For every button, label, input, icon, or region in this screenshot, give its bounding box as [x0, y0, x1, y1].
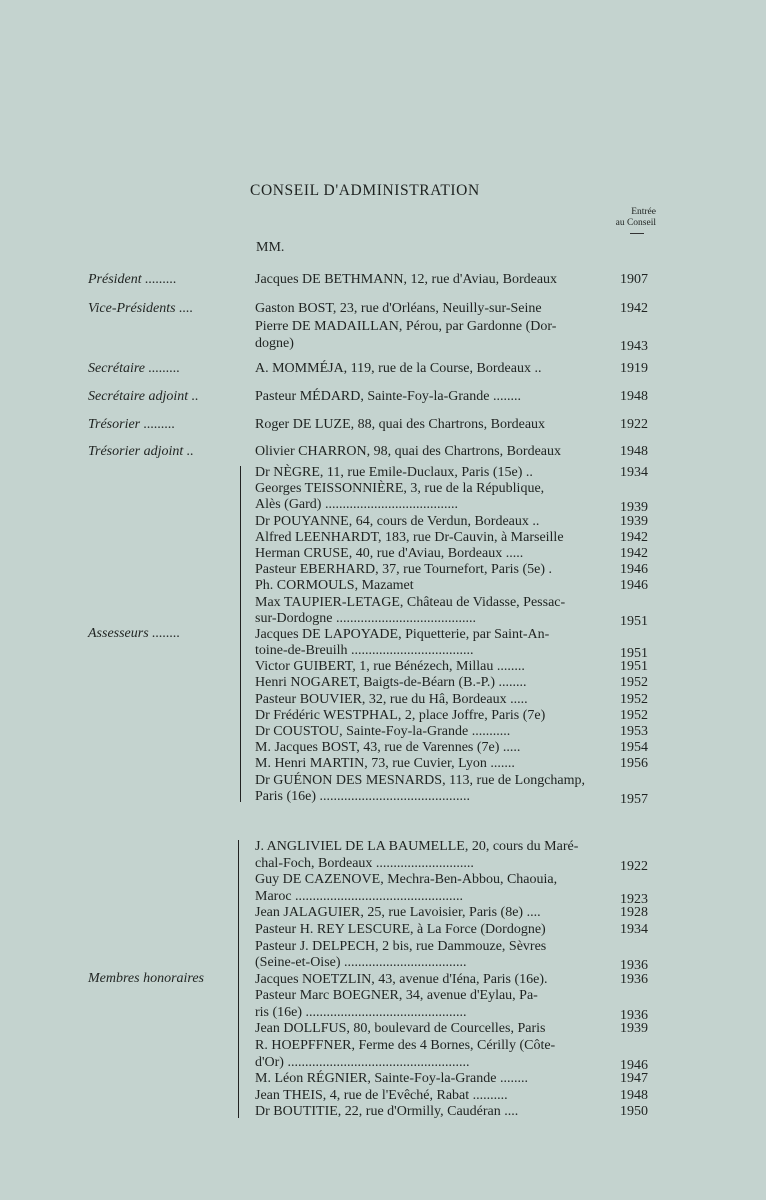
honoraires-line: Pasteur H. REY LESCURE, à La Force (Dordogne) — [255, 921, 546, 937]
assesseurs-line: Alfred LEENHARDT, 183, rue Dr-Cauvin, à Marseille — [255, 529, 564, 545]
honoraires-line: (Seine-et-Oise) ................................... — [255, 955, 467, 971]
honoraires-line: d'Or) .................................................... — [255, 1054, 470, 1070]
honoraires-line: Pasteur J. DELPECH, 2 bis, rue Dammouze, Sèvres — [255, 938, 547, 954]
honoraires-line: Guy DE CAZENOVE, Mechra-Ben-Abbou, Chaouia, — [255, 872, 558, 888]
assesseurs-year: 1934 — [620, 465, 648, 480]
officers-year: 1948 — [620, 389, 648, 404]
role-label: Vice-Présidents .... — [88, 301, 194, 316]
assesseurs-line: Herman CRUSE, 40, rue d'Aviau, Bordeaux ..... — [255, 545, 524, 561]
honoraires-year: 1923 — [620, 891, 648, 907]
honoraires-year: 1936 — [620, 971, 648, 987]
assesseurs-line: Pasteur EBERHARD, 37, rue Tournefort, Paris (5e) . — [255, 562, 552, 578]
officers-year: 1922 — [620, 417, 648, 432]
assesseurs-line: Alès (Gard) ...................................... — [255, 497, 458, 513]
assesseurs-year: 1951 — [620, 659, 648, 675]
honoraires-line: Maroc ................................................ — [255, 888, 464, 904]
entree-header-line: Entrée — [631, 207, 656, 217]
assesseurs-year: 1946 — [620, 578, 648, 594]
honoraires-year: 1934 — [620, 921, 648, 937]
assesseurs-line: Pasteur BOUVIER, 32, rue du Hâ, Bordeaux ..... — [255, 691, 528, 707]
officers-line: Pasteur MÉDARD, Sainte-Foy-la-Grande ........ — [255, 389, 521, 404]
honoraires-line: Jean JALAGUIER, 25, rue Lavoisier, Paris (8e) .... — [255, 905, 541, 921]
assesseurs-line: Max TAUPIER-LETAGE, Château de Vidasse, Pessac- — [255, 594, 566, 610]
assesseurs-line: sur-Dordogne ........................................ — [255, 610, 476, 626]
assesseurs-line: Jacques DE LAPOYADE, Piquetterie, par Saint-An- — [255, 626, 550, 642]
honoraires-year: 1950 — [620, 1104, 648, 1120]
role-label: Trésorier adjoint .. — [88, 444, 194, 459]
assesseurs-line: toine-de-Breuilh ................................... — [255, 643, 474, 659]
officers-line: Jacques DE BETHMANN, 12, rue d'Aviau, Bordeaux — [255, 272, 558, 287]
honoraires-line: M. Léon RÉGNIER, Sainte-Foy-la-Grande ........ — [255, 1071, 528, 1087]
officers-line: Pierre DE MADAILLAN, Pérou, par Gardonne (Dor- — [255, 319, 557, 334]
assesseurs-line: Dr GUÉNON DES MESNARDS, 113, rue de Longchamp, — [255, 772, 586, 788]
honoraires-year: 1936 — [620, 958, 648, 974]
assesseurs-year: 1952 — [620, 675, 648, 691]
role-label: Membres honoraires — [88, 971, 205, 986]
assesseurs-line: Georges TEISSONNIÈRE, 3, rue de la République, — [255, 481, 545, 497]
assesseurs-year: 1952 — [620, 691, 648, 707]
honoraires-line: Jean DOLLFUS, 80, boulevard de Courcelles, Paris — [255, 1021, 546, 1037]
header-dash — [630, 233, 644, 234]
assesseurs-line: Henri NOGARET, Baigts-de-Béarn (B.-P.) ........ — [255, 675, 527, 691]
assesseurs-line: Dr Frédéric WESTPHAL, 2, place Joffre, Paris (7e) — [255, 707, 546, 723]
honoraires-year: 1928 — [620, 905, 648, 921]
assesseurs-year: 1939 — [620, 500, 648, 516]
honoraires-line: Jacques NOETZLIN, 43, avenue d'Iéna, Paris (16e). — [255, 971, 548, 987]
assesseurs-line: Paris (16e) ........................................... — [255, 788, 471, 804]
role-label: Assesseurs ........ — [88, 626, 181, 641]
assesseurs-line: Victor GUIBERT, 1, rue Bénézech, Millau ........ — [255, 659, 525, 675]
assesseurs-year: 1952 — [620, 707, 648, 723]
mm-label: MM. — [256, 240, 285, 255]
assesseurs-line: M. Jacques BOST, 43, rue de Varennes (7e) ..... — [255, 740, 521, 756]
honoraires-year: 1946 — [620, 1057, 648, 1073]
assesseurs-year: 1951 — [620, 613, 648, 629]
assesseurs-year: 1951 — [620, 646, 648, 662]
assesseurs-year: 1954 — [620, 740, 648, 756]
honoraires-line: J. ANGLIVIEL DE LA BAUMELLE, 20, cours du Maré- — [255, 839, 579, 854]
officers-year: 1907 — [620, 272, 648, 287]
officers-line: dogne) — [255, 336, 294, 351]
assesseurs-year: 1939 — [620, 513, 648, 529]
assesseurs-year: 1953 — [620, 724, 648, 740]
officers-line: Gaston BOST, 23, rue d'Orléans, Neuilly-sur-Seine — [255, 301, 542, 316]
honoraires-year: 1939 — [620, 1021, 648, 1037]
honoraires-year: 1922 — [620, 858, 648, 874]
assesseurs-line: Dr POUYANNE, 64, cours de Verdun, Bordeaux .. — [255, 513, 540, 529]
role-label: Secrétaire ......... — [88, 361, 181, 376]
honoraires-year: 1936 — [620, 1007, 648, 1023]
assesseurs-year: 1942 — [620, 529, 648, 545]
officers-year: 1948 — [620, 444, 648, 459]
entree-header — [596, 207, 656, 234]
assesseurs-year: 1946 — [620, 562, 648, 578]
officers-line: A. MOMMÉJA, 119, rue de la Course, Bordeaux .. — [255, 361, 542, 376]
page-title: CONSEIL D'ADMINISTRATION — [250, 182, 480, 199]
honoraires-bracket — [238, 840, 243, 1118]
role-label: Secrétaire adjoint .. — [88, 389, 199, 404]
assesseurs-year: 1956 — [620, 756, 648, 772]
honoraires-line: R. HOEPFFNER, Ferme des 4 Bornes, Cérilly (Côte- — [255, 1038, 556, 1054]
role-label: Président ......... — [88, 272, 177, 287]
honoraires-line: ris (16e) .............................................. — [255, 1004, 467, 1020]
honoraires-year: 1948 — [620, 1087, 648, 1103]
entree-header-line: au Conseil — [615, 218, 656, 228]
officers-line: Roger DE LUZE, 88, quai des Chartrons, Bordeaux — [255, 417, 546, 432]
officers-line: Olivier CHARRON, 98, quai des Chartrons, Bordeaux — [255, 444, 562, 459]
assesseurs-year: 1957 — [620, 791, 648, 807]
role-label: Trésorier ......... — [88, 417, 176, 432]
assesseurs-line: M. Henri MARTIN, 73, rue Cuvier, Lyon ....... — [255, 756, 515, 772]
assesseurs-line: Ph. CORMOULS, Mazamet — [255, 578, 414, 594]
honoraires-line: Pasteur Marc BOEGNER, 34, avenue d'Eylau, Pa- — [255, 988, 538, 1004]
assesseurs-line: Dr NÈGRE, 11, rue Emile-Duclaux, Paris (15e) .. — [255, 465, 533, 480]
officers-year: 1942 — [620, 301, 648, 316]
honoraires-line: Dr BOUTITIE, 22, rue d'Ormilly, Caudéran .... — [255, 1104, 519, 1120]
assesseurs-bracket — [240, 466, 245, 802]
honoraires-line: chal-Foch, Bordeaux ............................ — [255, 855, 474, 871]
honoraires-line: Jean THEIS, 4, rue de l'Evêché, Rabat .......... — [255, 1087, 508, 1103]
assesseurs-year: 1942 — [620, 545, 648, 561]
officers-year: 1943 — [620, 339, 648, 354]
honoraires-year: 1947 — [620, 1071, 648, 1087]
assesseurs-line: Dr COUSTOU, Sainte-Foy-la-Grande ........... — [255, 724, 511, 740]
officers-year: 1919 — [620, 361, 648, 376]
